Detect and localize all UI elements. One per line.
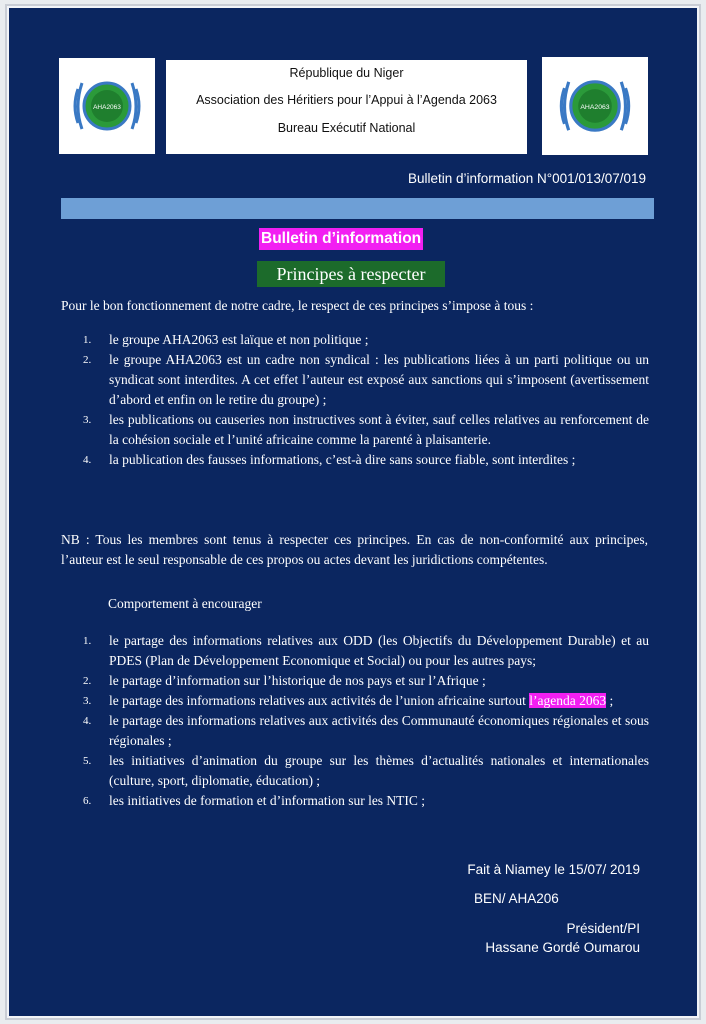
list-item: 1. le partage des informations relatives aux ODD (les Objectifs du Développement Durable) et au PDES (Plan de Développement Economique et Social) ou pour les autres pays; [83, 633, 649, 668]
list-item: 2. le partage d’information sur l’historique de nos pays et sur l’Afrique ; [83, 673, 486, 688]
document-page [7, 6, 699, 1018]
bulletin-title: Bulletin d’information [259, 228, 423, 250]
signature-name: Hassane Gordé Oumarou [485, 940, 640, 955]
logo-text: AHA2063 [93, 104, 121, 111]
list-item: 4. le partage des informations relatives aux activités des Communauté économiques régionales et sous régionales ; [83, 713, 649, 748]
divider-bar [61, 198, 654, 219]
behaviors-list [83, 631, 649, 811]
nb-paragraph: NB : Tous les membres sont tenus à respecter ces principes. En cas de non-conformité aux principes, l’auteur est le seul responsable de ces propos ou actes devant les juridictions compétentes. [61, 532, 648, 567]
list-item: 6. les initiatives de formation et d’information sur les NTIC ; [83, 793, 426, 808]
list-item: 3. le partage des informations relatives aux activités de l’union africaine surtout l’agenda 2063 ; [83, 693, 614, 708]
signature-reference: BEN/ AHA206 [474, 891, 559, 906]
logo-left [59, 58, 155, 154]
subheading-behaviors: Comportement à encourager [108, 596, 262, 611]
header-bureau: Bureau Exécutif National [277, 121, 416, 135]
intro-paragraph: Pour le bon fonctionnement de notre cadre, le respect de ces principes s’impose à tous : [61, 298, 534, 313]
logo-text: AHA2063 [580, 104, 610, 112]
section-title-principles: Principes à respecter [257, 261, 445, 287]
bulletin-reference: Bulletin d’information N°001/013/07/019 [407, 171, 646, 186]
list-item: 4. la publication des fausses informations, c’est-à dire sans source fiable, sont interdites ; [83, 452, 576, 467]
un-emblem-icon [554, 65, 636, 147]
logo-right [542, 57, 648, 155]
header-box [166, 60, 527, 154]
agenda-highlight: l’agenda 2063 [529, 693, 607, 708]
header-country: République du Niger [289, 66, 404, 80]
header-association: Association des Héritiers pour l’Appui à l’Agenda 2063 [196, 93, 497, 107]
list-item: 3. les publications ou causeries non instructives sont à éviter, sauf celles relatives au renforcement de la cohésion sociale et l’unité africaine comme la parenté à plaisanterie. [83, 412, 649, 447]
list-item: 5. les initiatives d’animation du groupe sur les thèmes d’actualités nationales et internationales (culture, sport, diplomatie, éducation) ; [83, 753, 649, 788]
signature-place-date: Fait à Niamey le 15/07/ 2019 [467, 862, 640, 877]
principles-list [83, 330, 649, 470]
list-item: 2. le groupe AHA2063 est un cadre non syndical : les publications liées à un parti politique ou un syndicat sont interdites. A cet effet l’auteur est exposé aux sanctions qui s’imposent (avertissement d’abord et enfin on le retire du groupe) ; [83, 352, 649, 407]
list-item: 1. le groupe AHA2063 est laïque et non politique ; [83, 332, 369, 347]
signature-role: Président/PI [566, 921, 640, 936]
un-emblem-icon [68, 67, 146, 145]
